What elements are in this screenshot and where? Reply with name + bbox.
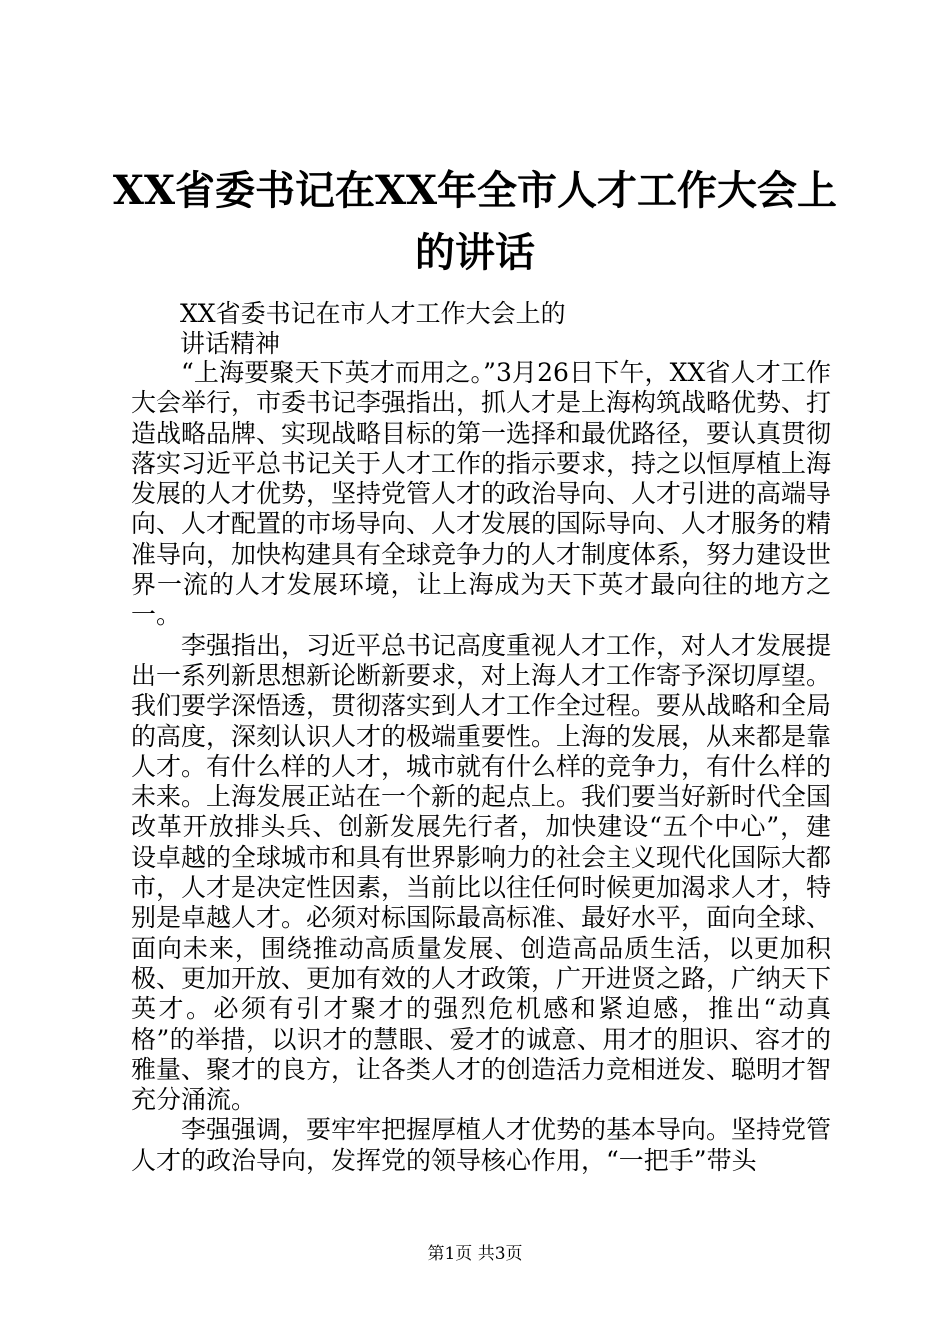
document-body	[131, 358, 831, 1176]
document-title: XX省委书记在XX年全市人才工作大会上的讲话	[112, 167, 838, 276]
subtitle-line-1: XX省委书记在市人才工作大会上的	[180, 299, 566, 328]
paragraph-1: “上海要聚天下英才而用之。”3月26日下午，XX省人才工作大会举行，市委书记李强指出，抓人才是上海构筑战略优势、打造战略品牌、实现战略目标的第一选择和最优路径，要认真贯彻落实习近平总书记关于人才工作的指示要求，持之以恒厚植上海发展的人才优势，坚持党管人才的政治导向、人才引进的高端导向、人才配置的市场导向、人才发展的国际导向、人才服务的精准导向，加快构建具有全球竞争力的人才制度体系，努力建设世界一流的人才发展环境，让上海成为天下英才最向往的地方之一。	[131, 358, 832, 630]
paragraph-3: 李强强调，要牢牢把握厚植人才优势的基本导向。坚持党管人才的政治导向，发挥党的领导核心作用，“一把手”带头	[131, 1115, 832, 1175]
subtitle-line-2: 讲话精神	[180, 329, 281, 358]
paragraph-2: 李强指出，习近平总书记高度重视人才工作，对人才发展提出一系列新思想新论断新要求，对上海人才工作寄予深切厚望。我们要学深悟透，贯彻落实到人才工作全过程。要从战略和全局的高度，深刻认识人才的极端重要性。上海的发展，从来都是靠人才。有什么样的人才，城市就有什么样的竞争力，有什么样的未来。上海发展正站在一个新的起点上。我们要当好新时代全国改革开放排头兵、创新发展先行者，加快建设“五个中心”，建设卓越的全球城市和具有世界影响力的社会主义现代化国际大都市，人才是决定性因素，当前比以往任何时候更加渴求人才，特别是卓越人才。必须对标国际最高标准、最好水平，面向全球、面向未来，围绕推动高质量发展、创造高品质生活，以更加积极、更加开放、更加有效的人才政策，广开进贤之路，广纳天下英才。必须有引才聚才的强烈危机感和紧迫感，推出“动真格”的举措，以识才的慧眼、爱才的诚意、用才的胆识、容才的雅量、聚才的良方，让各类人才的创造活力竞相迸发、聪明才智充分涌流。	[131, 630, 832, 1115]
page-number-footer: 第1页 共3页	[427, 1244, 523, 1264]
